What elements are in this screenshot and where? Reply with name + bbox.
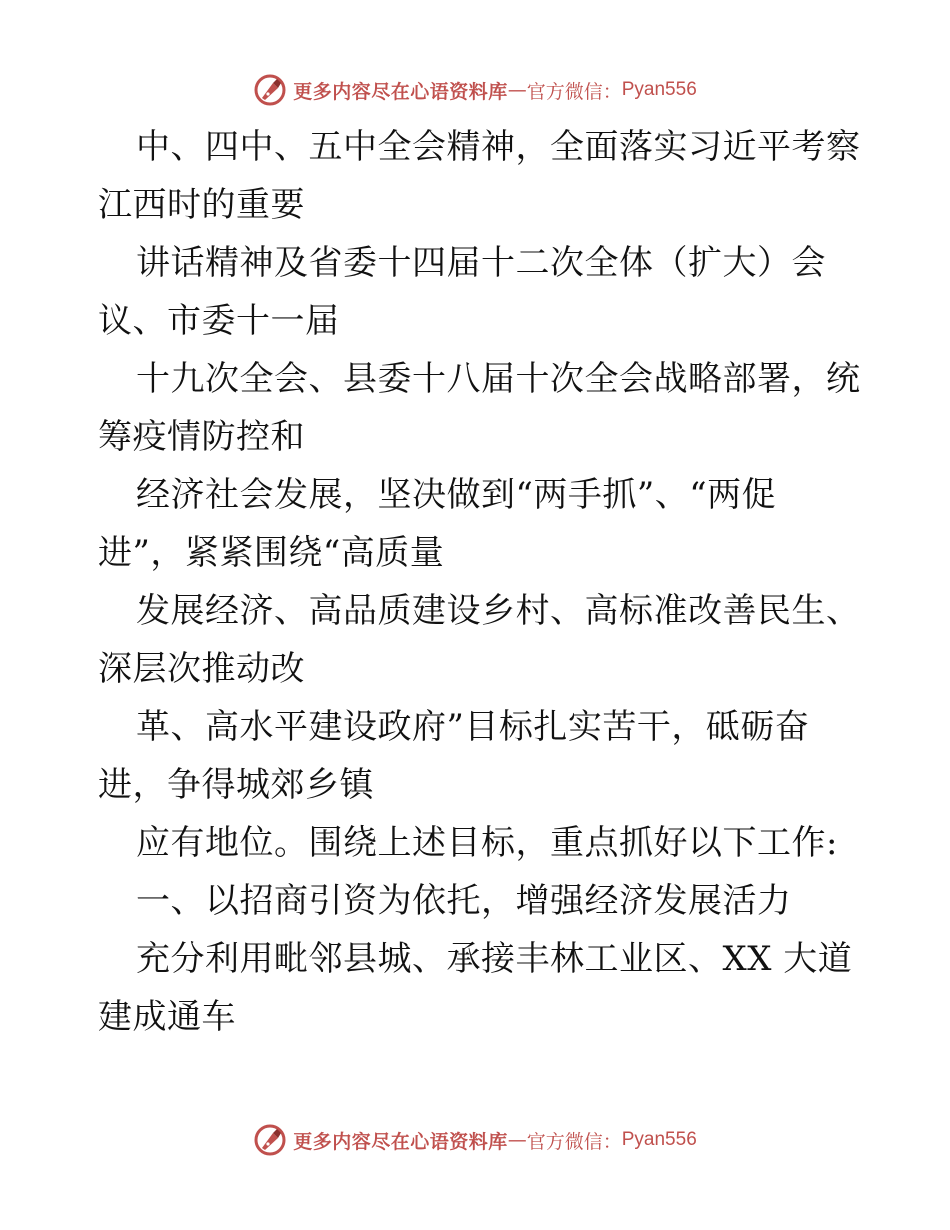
body-line: 十九次全会、县委十八届十次全会战略部署，统 [136,359,861,399]
body-line: 充分利用毗邻县城、承接丰林工业区、XX 大道 [136,939,853,979]
body-line: 建成通车 [98,997,236,1037]
body-line: 进，争得城郊乡镇 [98,765,374,805]
body-line: 进”，紧紧围绕“高质量 [98,533,445,573]
body-line: 革、高水平建设政府”目标扎实苦干，砥砺奋 [136,707,810,747]
header-wechat-id: Pyan556 [621,79,697,100]
footer-wechat-id: Pyan556 [621,1129,697,1150]
body-line: 讲话精神及省委十四届十二次全体（扩大）会 [136,243,826,283]
body-line: 应有地位。围绕上述目标，重点抓好以下工作: [136,823,838,863]
footer-separator: — [507,1129,527,1151]
footer-wechat-label: 官方微信： [526,1130,622,1153]
body-line: 一、以招商引资为依托，增强经济发展活力 [136,881,792,921]
header-brand-text: 更多内容尽在心语资料库 [293,80,508,103]
body-line: 经济社会发展，坚决做到“两手抓”、“两促 [136,475,777,515]
body-line: 议、市委十一届 [98,301,340,341]
body-line: 中、四中、五中全会精神，全面落实习近平考察 [136,127,861,167]
pen-nib-logo-icon [253,1123,287,1157]
header-banner [0,70,950,110]
body-line: 筹疫情防控和 [98,417,305,457]
footer-brand-text: 更多内容尽在心语资料库 [293,1130,508,1153]
body-line: 发展经济、高品质建设乡村、高标准改善民生、 [136,591,861,631]
footer-banner [0,1120,950,1160]
document-body [98,118,861,1046]
body-line: 深层次推动改 [98,649,305,689]
header-wechat-label: 官方微信： [526,80,622,103]
body-line: 江西时的重要 [98,185,305,225]
pen-nib-logo-icon [253,73,287,107]
header-separator: — [507,79,527,101]
